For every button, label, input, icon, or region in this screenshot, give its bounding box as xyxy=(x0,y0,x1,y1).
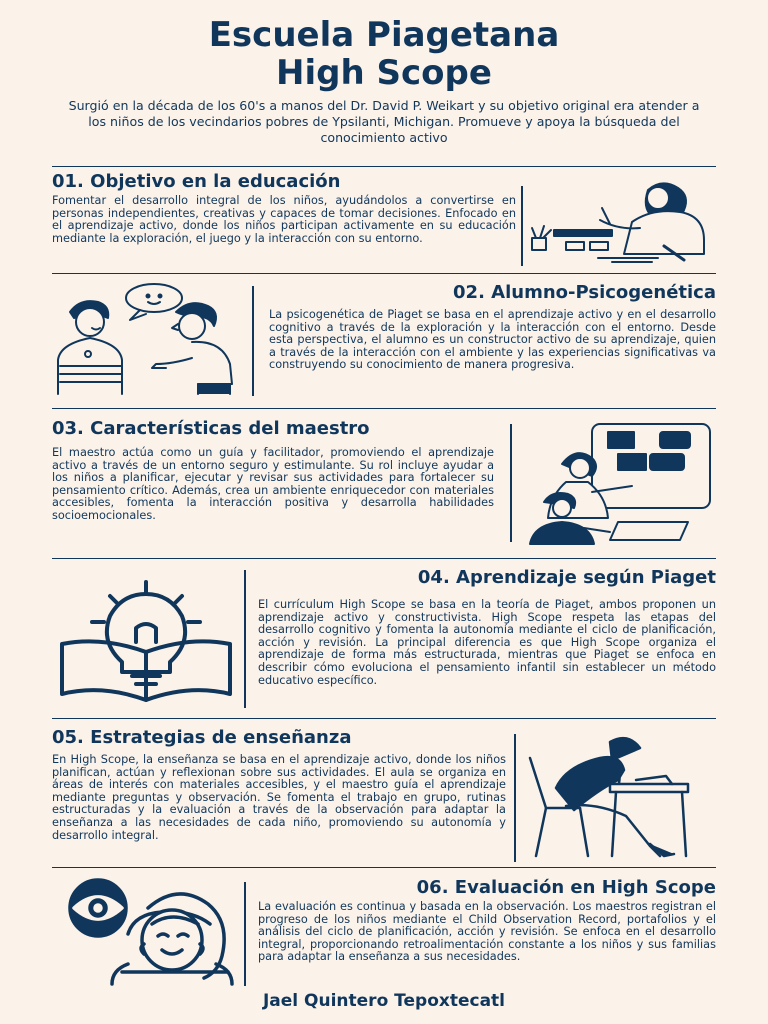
section-6-title: 06. Evaluación en High Scope xyxy=(416,877,716,898)
divider xyxy=(52,718,716,719)
section-4-title: 04. Aprendizaje según Piaget xyxy=(417,567,716,588)
section-1-body: Fomentar el desarrollo integral de los niños, ayudándolos a convertirse en personas independientes, creativas y capaces de tomar decisiones. Enfocado en el aprendizaje activo, donde los niños participan activamente en su educación mediante la exploración, el juego y la interacción con su entorno. xyxy=(52,194,516,245)
section-5-body: En High Scope, la enseñanza se basa en el aprendizaje activo, donde los niños planifican, actúan y reflexionan sobre sus actividades. El aula se organiza en áreas de interés con materiales accesibles, y el maestro guía el aprendizaje mediante preguntas y observación. Se fomenta el trabajo en grupo, rutinas estructuradas y la evaluación a través de la observación para adaptar la enseñanza a las necesidades de cada niño, promoviendo su autonomía y desarrollo integral. xyxy=(52,753,506,842)
lightbulb-book-icon xyxy=(56,578,236,702)
section-divider xyxy=(244,882,246,986)
section-2-title: 02. Alumno-Psicogenética xyxy=(453,282,716,303)
section-2-body: La psicogenética de Piaget se basa en el aprendizaje activo y en el desarrollo cognitivo a través de la exploración y la interacción con el entorno. Desde esta perspectiva, el alumno es un constructor activo de su aprendizaje, quien a través de la interacción con el ambiente y las experiencias significativas va construyendo su conocimiento de manera progresiva. xyxy=(269,308,716,372)
section-3-title: 03. Características del maestro xyxy=(52,418,370,439)
section-divider xyxy=(521,186,523,266)
section-divider xyxy=(252,286,254,396)
student-at-desk-icon xyxy=(526,734,704,860)
teacher-with-student-icon xyxy=(522,420,714,546)
intro-paragraph: Surgió en la década de los 60's a manos del Dr. David P. Weikart y su objetivo original era atender a los niños de los vecindarios pobres de Ypsilanti, Michigan. Promueve y apoya la búsqueda del conocimiento activo xyxy=(68,98,700,145)
author-footer: Jael Quintero Tepoxtecatl xyxy=(262,991,506,1011)
page-title-line2: High Scope xyxy=(276,53,492,93)
divider xyxy=(52,558,716,559)
section-divider xyxy=(244,570,246,708)
two-people-talking-icon xyxy=(52,282,238,398)
section-divider xyxy=(510,424,512,542)
divider xyxy=(52,166,716,167)
page-title xyxy=(0,16,768,92)
section-divider xyxy=(514,734,516,862)
divider xyxy=(52,273,716,274)
divider xyxy=(52,867,716,868)
section-1-title: 01. Objetivo en la educación xyxy=(52,171,341,192)
section-6-body: La evaluación es continua y basada en la observación. Los maestros registran el progreso de los niños mediante el Child Observation Record, portafolios y el análisis del ciclo de planificación, acción y revisión. Se enfoca en el desarrollo integral, proporcionando retroalimentación constante a los niños y sus familias para adaptar la enseñanza a sus necesidades. xyxy=(258,900,716,964)
section-4-body: El currículum High Scope se basa en la teoría de Piaget, ambos proponen un aprendizaje activo y constructivista. High Scope respeta las etapas del desarrollo cognitivo y fomenta la autonomía mediante el ciclo de planificación, acción y revisión. La principal diferencia es que High Scope organiza el aprendizaje de forma más estructurada, mientras que Piaget se enfoca en describir cómo evoluciona el pensamiento infantil sin establecer un método educativo específico. xyxy=(258,598,716,687)
section-3-body: El maestro actúa como un guía y facilitador, promoviendo el aprendizaje activo a través de un entorno seguro y estimulante. Su rol incluye ayudar a los niños a planificar, ejecutar y revisar sus actividades para fortalecer su pensamiento crítico. Además, crea un ambiente enriquecedor con materiales accesibles, fomenta la interacción positiva y desarrolla habilidades socioemocionales. xyxy=(52,446,494,522)
person-painting-icon xyxy=(528,176,718,268)
divider xyxy=(52,408,716,409)
section-5-title: 05. Estrategias de enseñanza xyxy=(52,727,352,748)
page-title-line1: Escuela Piagetana xyxy=(208,15,560,55)
eye-observation-icon xyxy=(52,878,238,986)
